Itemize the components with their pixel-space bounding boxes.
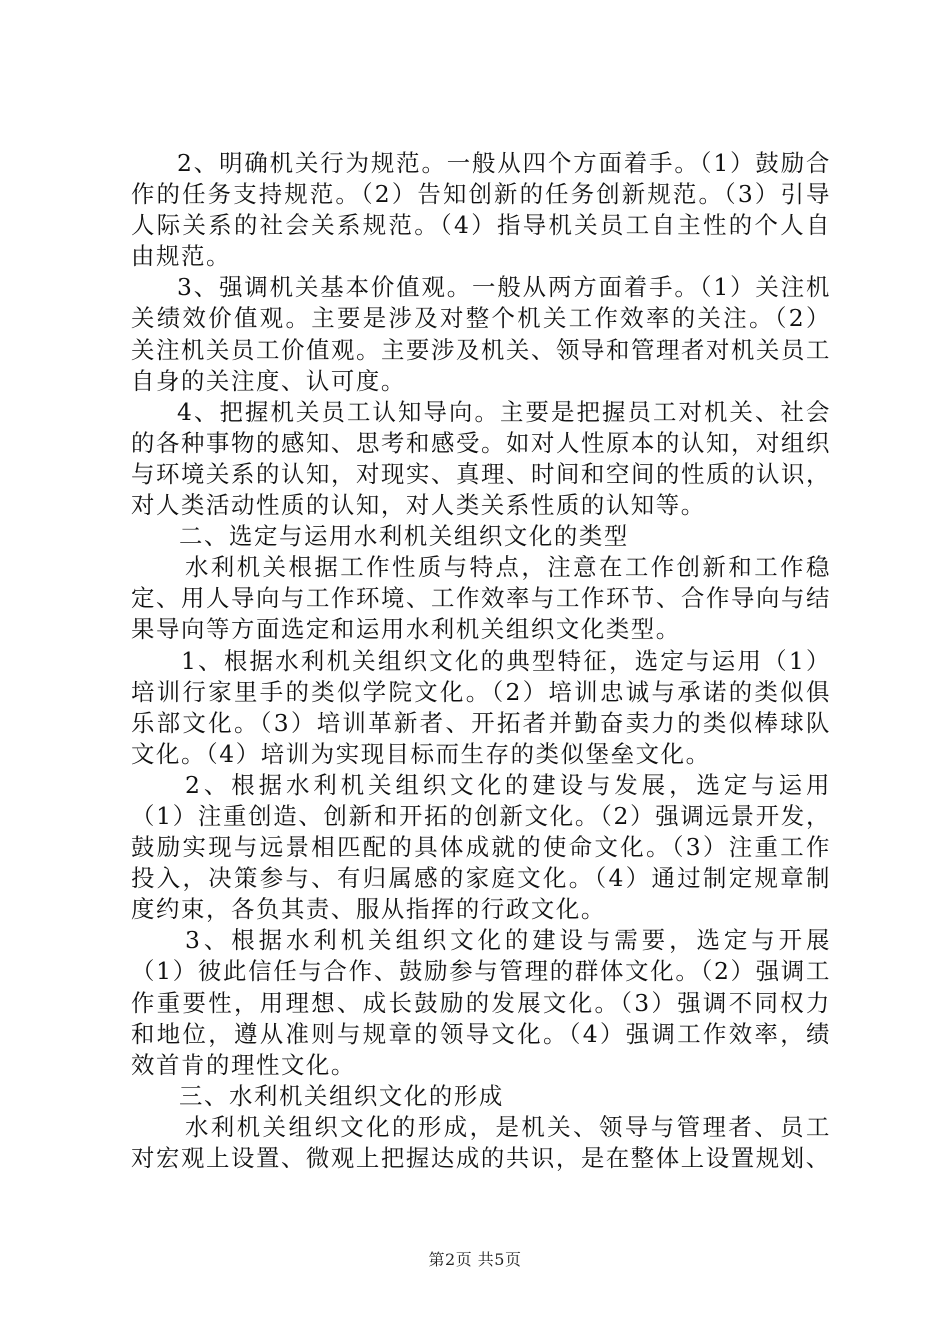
paragraph-construction-development: 2、根据水利机关组织文化的建设与发展，选定与运用（1）注重创造、创新和开拓的创新文化。（2）强调远景开发，鼓励实现与远景相匹配的具体成就的使命文化。（3）注重工作投入，决策参与、有归属感的家庭文化。（4）通过制定规章制度约束，各负其责、服从指挥的行政文化。 bbox=[131, 770, 831, 924]
paragraph-culture-formation: 水利机关组织文化的形成，是机关、领导与管理者、员工对宏观上设置、微观上把握达成的共识，是在整体上设置规划、 bbox=[131, 1112, 831, 1172]
paragraph-construction-needs: 3、根据水利机关组织文化的建设与需要，选定与开展（1）彼此信任与合作、鼓励参与管理的群体文化。（2）强调工作重要性，用理想、成长鼓励的发展文化。（3）强调不同权力和地位，遵从准则与规章的领导文化。（4）强调工作效率，绩效首肯的理性文化。 bbox=[131, 926, 831, 1079]
section-heading-2: 二、选定与运用水利机关组织文化的类型 bbox=[179, 522, 629, 551]
paragraph-cognitive-orientation: 4、把握机关员工认知导向。主要是把握员工对机关、社会的各种事物的感知、思考和感受。如对人性原本的认知，对组织与环境关系的认知，对现实、真理、时间和空间的性质的认识，对人类活动性质的认知，对人类关系性质的认知等。 bbox=[131, 397, 831, 520]
page-footer: 第2页 共5页 bbox=[428, 1250, 522, 1269]
paragraph-culture-types-intro: 水利机关根据工作性质与特点，注意在工作创新和工作稳定、用人导向与工作环境、工作效率与工作环节、合作导向与结果导向等方面选定和运用水利机关组织文化类型。 bbox=[131, 553, 831, 644]
section-heading-3: 三、水利机关组织文化的形成 bbox=[179, 1081, 504, 1110]
document-body bbox=[131, 148, 831, 1174]
paragraph-core-values: 3、强调机关基本价值观。一般从两方面着手。（1）关注机关绩效价值观。主要是涉及对整个机关工作效率的关注。（2）关注机关员工价值观。主要涉及机关、领导和管理者对机关员工自身的关注度、认可度。 bbox=[131, 273, 831, 395]
paragraph-typical-features: 1、根据水利机关组织文化的典型特征，选定与运用（1）培训行家里手的类似学院文化。（2）培训忠诚与承诺的类似俱乐部文化。（3）培训革新者、开拓者并勤奋卖力的类似棒球队文化。（4）培训为实现目标而生存的类似堡垒文化。 bbox=[131, 646, 831, 768]
paragraph-behavior-norms: 2、明确机关行为规范。一般从四个方面着手。（1）鼓励合作的任务支持规范。（2）告知创新的任务创新规范。（3）引导人际关系的社会关系规范。（4）指导机关员工自主性的个人自由规范。 bbox=[131, 149, 831, 271]
